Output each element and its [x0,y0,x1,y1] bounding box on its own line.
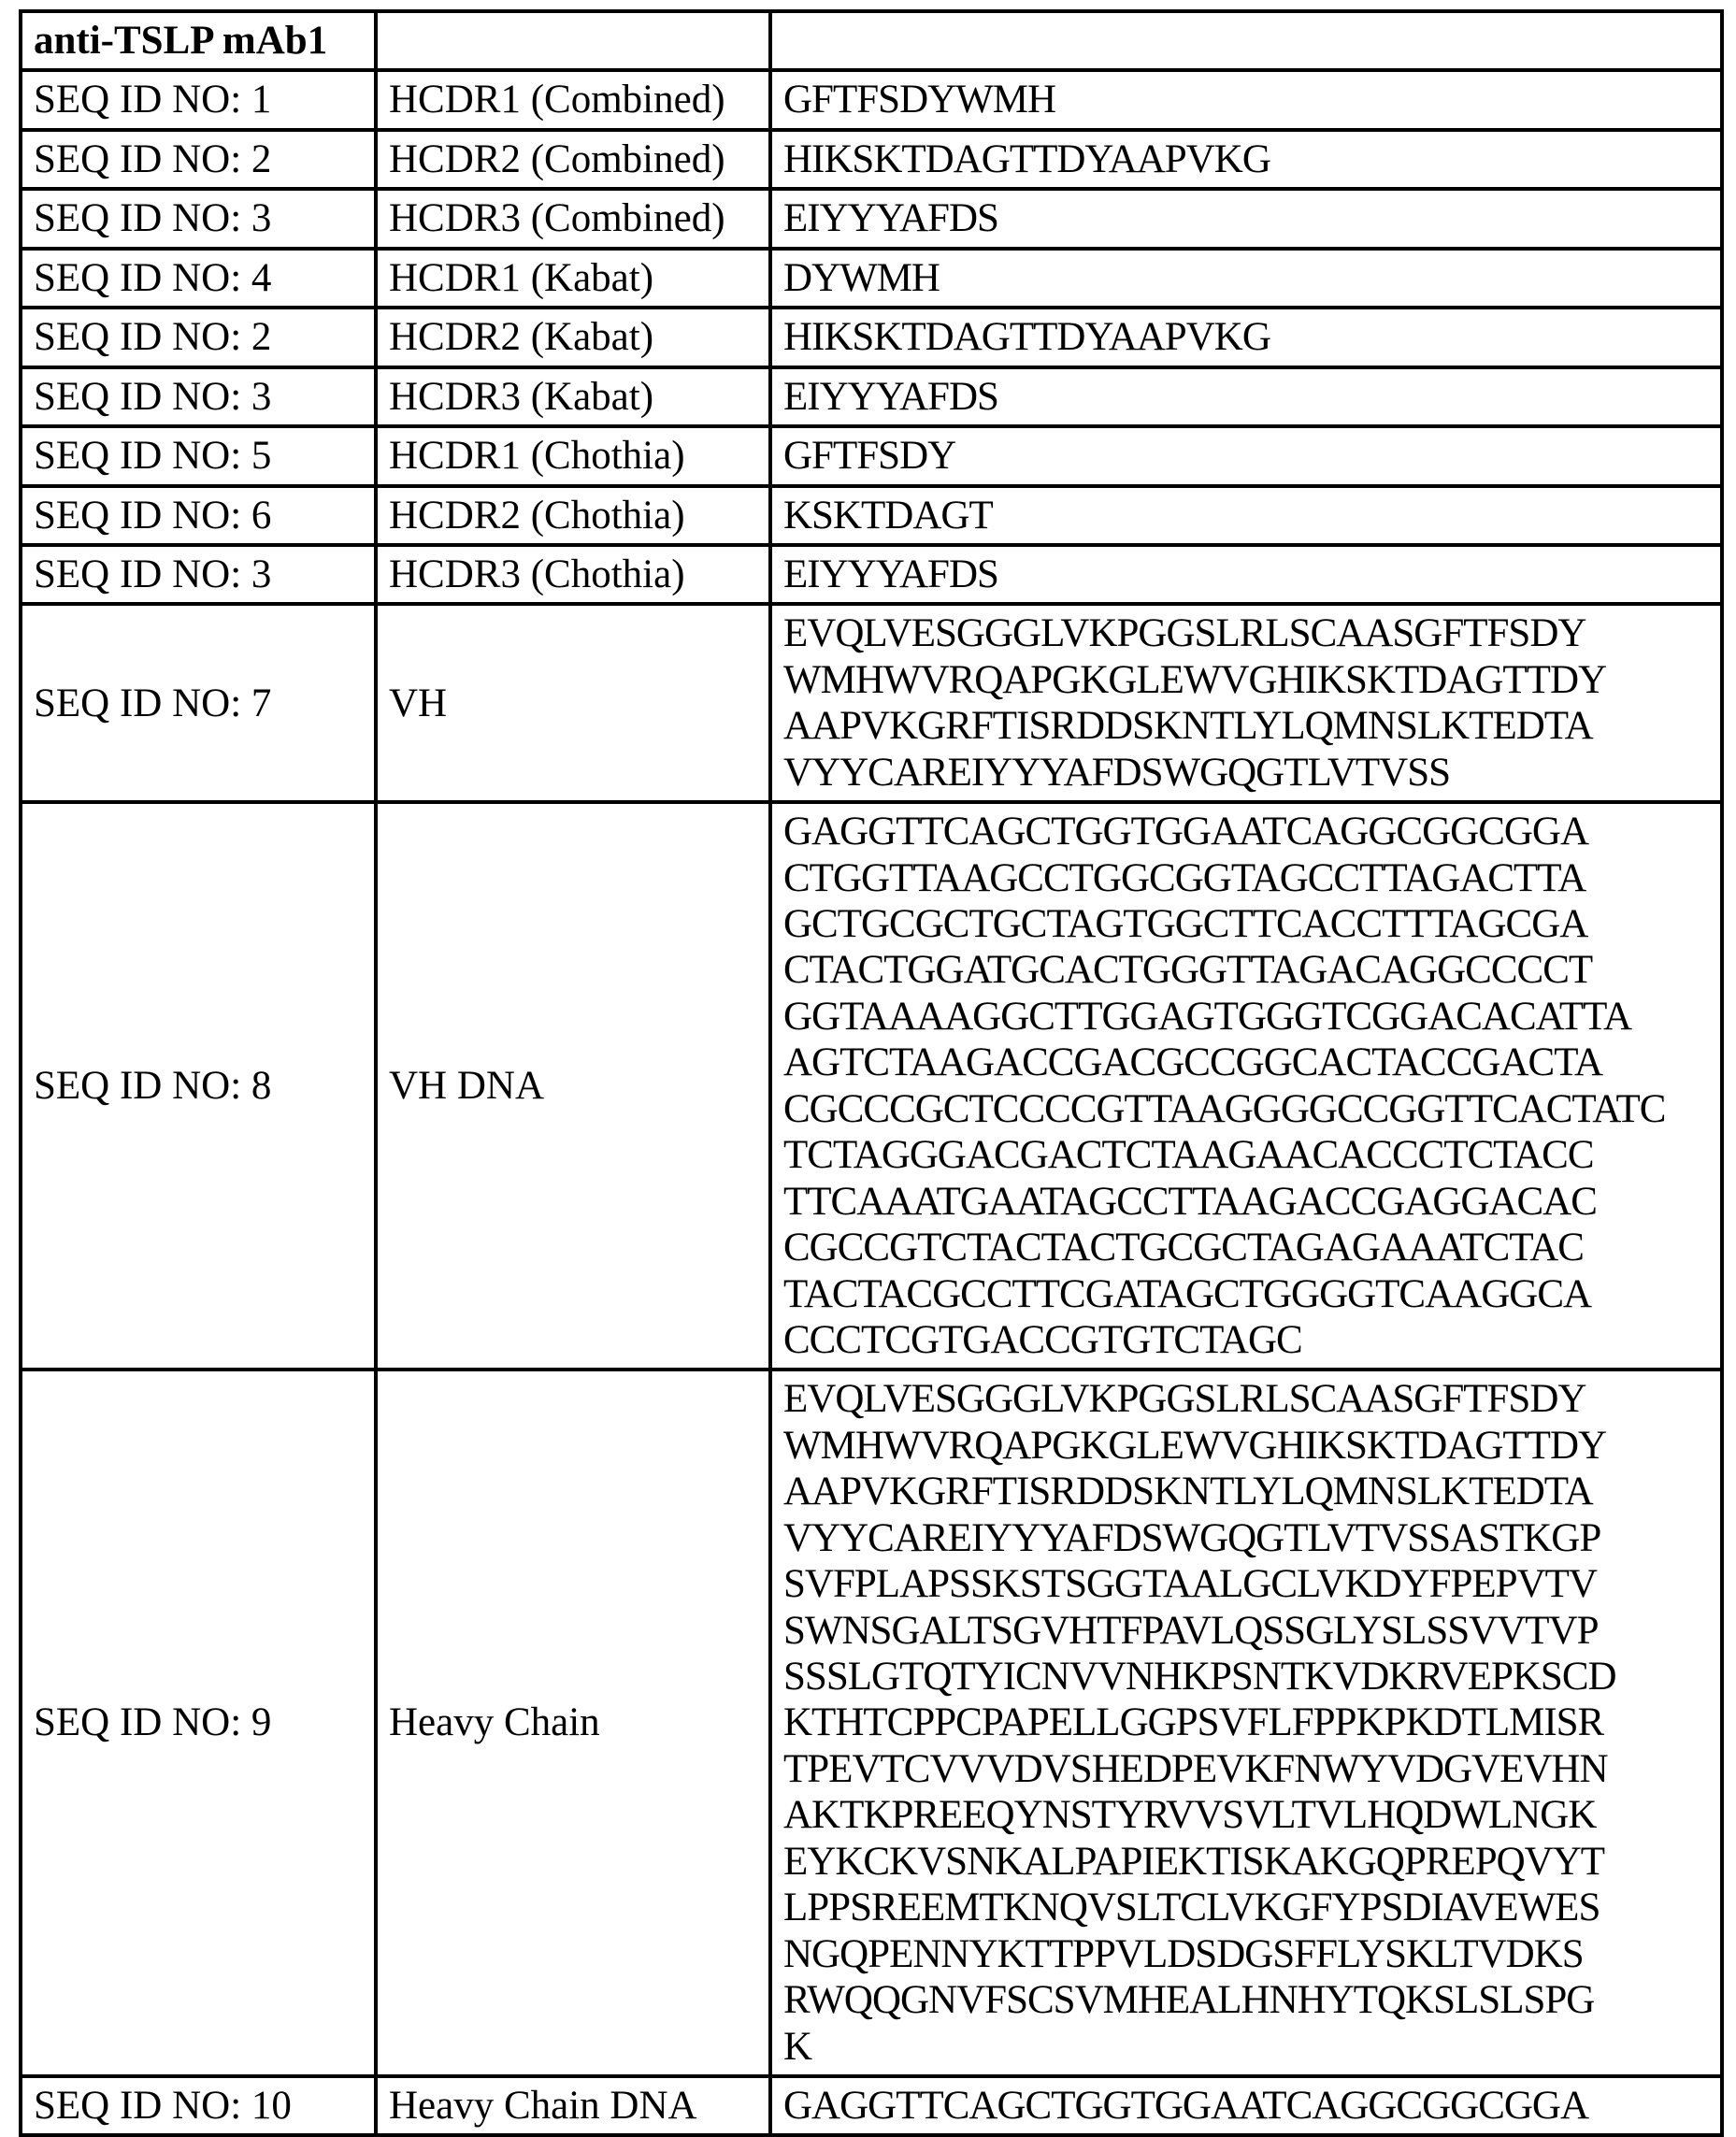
sequence-cell: EVQLVESGGGLVKPGGSLRLSCAASGFTFSDY WMHWVRQAPGKGLEWVGHIKSKTDAGTTDY AAPVKGRFTISRDDSKNTLYLQMNSLKTEDTA VYYCAREIYYYAFDSWGQGTLVTVSSASTKGP SVFPLAPSSKSTSGGTAALGCLVKDYFPEPVTV SWNSGALTSGVHTFPAVLQSSGLYSLSSVVTVP SSSLGTQTYICNVVNHKPSNTKVDKRVEPKSCD KTHTCPPCPAPELLGGPSVFLFPPKPKDTLMISR TPEVTCVVVDVSHEDPEVKFNWYVDGVEVHN AKTKPREEQYNSTYRVVSVLTVLHQDWLNGK EYKCKVSNKALPAPIEKTISKAKGQPREPQVYT LPPSREEMTKNQVSLTCLVKGFYPSDIAVEWES NGQPENNYKTTPPVLDSDGSFFLYSKLTVDKS RWQQGNVFSCSVMHEALHNHYTQKSLSLSPG K [770,1370,1722,2076]
region-cell: HCDR3 (Kabat) [376,367,770,426]
table-row-heavy-chain-dna [21,2076,1722,2135]
sequence-cell: HIKSKTDAGTTDYAAPVKG [770,130,1722,189]
table-row-vh-dna [21,802,1722,1370]
region-cell: HCDR3 (Combined) [376,189,770,248]
region-cell: Heavy Chain [376,1370,770,2076]
sequence-cell: GFTFSDY [770,426,1722,485]
empty-header-cell [770,11,1722,70]
sequence-cell: GFTFSDYWMH [770,70,1722,129]
region-cell: HCDR2 (Combined) [376,130,770,189]
region-cell: Heavy Chain DNA [376,2076,770,2135]
seq-id-cell: SEQ ID NO: 6 [21,486,376,545]
seq-id-cell: SEQ ID NO: 3 [21,545,376,604]
sequence-cell: GAGGTTCAGCTGGTGGAATCAGGCGGCGGA CTGGTTAAGCCTGGCGGTAGCCTTAGACTTA GCTGCGCTGCTAGTGGCTTCACCTTTAGCGA CTACTGGATGCACTGGGTTAGACAGGCCCCT GGTAAAAGGCTTGGAGTGGGTCGGACACATTA AGTCTAAGACCGACGCCGGCACTACCGACTA CGCCCGCTCCCCGTTAAGGGGCCGGTTCACTATC TCTAGGGACGACTCTAAGAACACCCTCTACC TTCAAATGAATAGCCTTAAGACCGAGGACAC CGCCGTCTACTACTGCGCTAGAGAAATCTAC TACTACGCCTTCGATAGCTGGGGTCAAGGCA CCCTCGTGACCGTGTCTAGC [770,802,1722,1370]
table-row [21,426,1722,485]
table-row [21,189,1722,248]
region-cell: HCDR2 (Kabat) [376,308,770,366]
table-row-vh [21,604,1722,802]
region-cell: HCDR3 (Chothia) [376,545,770,604]
seq-id-cell: SEQ ID NO: 8 [21,802,376,1370]
sequence-cell: HIKSKTDAGTTDYAAPVKG [770,308,1722,366]
seq-id-cell: SEQ ID NO: 2 [21,308,376,366]
seq-id-cell: SEQ ID NO: 3 [21,367,376,426]
table-row [21,486,1722,545]
seq-id-cell: SEQ ID NO: 1 [21,70,376,129]
region-cell: HCDR2 (Chothia) [376,486,770,545]
sequence-cell: KSKTDAGT [770,486,1722,545]
sequence-cell: EIYYYAFDS [770,367,1722,426]
empty-header-cell [376,11,770,70]
sequence-cell: EVQLVESGGGLVKPGGSLRLSCAASGFTFSDY WMHWVRQAPGKGLEWVGHIKSKTDAGTTDY AAPVKGRFTISRDDSKNTLYLQMNSLKTEDTA VYYCAREIYYYAFDSWGQGTLVTVSS [770,604,1722,802]
table-row [21,249,1722,308]
sequence-cell: EIYYYAFDS [770,545,1722,604]
table-row [21,70,1722,129]
seq-id-cell: SEQ ID NO: 5 [21,426,376,485]
sequence-table [19,9,1724,2137]
table-row-heavy-chain [21,1370,1722,2076]
table-row [21,130,1722,189]
table-row [21,308,1722,366]
region-cell: HCDR1 (Chothia) [376,426,770,485]
seq-id-cell: SEQ ID NO: 10 [21,2076,376,2135]
table-row [21,545,1722,604]
seq-id-cell: SEQ ID NO: 3 [21,189,376,248]
sequence-cell: GAGGTTCAGCTGGTGGAATCAGGCGGCGGA [770,2076,1722,2135]
region-cell: HCDR1 (Combined) [376,70,770,129]
seq-id-cell: SEQ ID NO: 9 [21,1370,376,2076]
seq-id-cell: SEQ ID NO: 4 [21,249,376,308]
region-cell: HCDR1 (Kabat) [376,249,770,308]
sequence-cell: EIYYYAFDS [770,189,1722,248]
table-row [21,367,1722,426]
region-cell: VH DNA [376,802,770,1370]
region-cell: VH [376,604,770,802]
sequence-cell: DYWMH [770,249,1722,308]
table-title-cell: anti-TSLP mAb1 [21,11,376,70]
seq-id-cell: SEQ ID NO: 2 [21,130,376,189]
table-header-row [21,11,1722,70]
seq-id-cell: SEQ ID NO: 7 [21,604,376,802]
